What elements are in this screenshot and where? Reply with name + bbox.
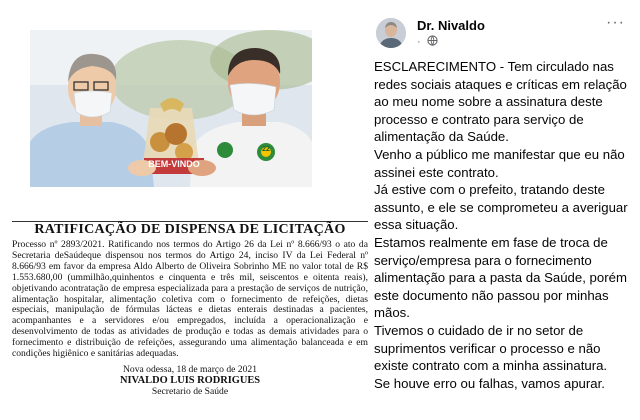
author-avatar[interactable] xyxy=(376,18,406,48)
globe-icon xyxy=(427,35,438,46)
post-paragraph: Estamos realmente em fase de troca de serviço/empresa para o fornecimento alimentação para a pasta da Saúde, porém este documento não passou por minhas mãos. xyxy=(374,234,627,321)
shirt-badge-number: 22 xyxy=(262,146,270,153)
post-paragraph: ESCLARECIMENTO - Tem circulado nas redes sociais ataques e críticas em relação ao meu nome sobre a assinatura deste processo e contrato para serviço de alimentação da Saúde. xyxy=(374,59,627,145)
official-document xyxy=(12,205,372,415)
post-text xyxy=(374,58,636,392)
post-paragraph: Já estive com o prefeito, tratando deste assunto, e ele se comprometeu a averiguar essa situação. xyxy=(374,182,628,233)
facebook-post xyxy=(366,0,640,420)
document-body: Processo nº 2893/2021. Ratificando nos termos do Artigo 26 da Lei nº 8.666/93 o ato da Secretaria deSaúdeque dispensou nos termos do Artigo 24, inciso IV da Lei Federal nº 8.666/93 em favor da empresa Aldo Alberto de Oliveira Sobrinho ME no valor total de R$ 1.553.680,00 (ummilhão,quinhentos e cinquenta e três mil, seiscentos e oitenta reais), objetivando acontratação de empresa especializada para a prestação de serviços de nutrição, alimentação hospitalar, alimentação coletiva com o fornecimento de refeições, dietas especiais, manipulação de fórmulas lácteas e dietas enterais destinadas a pacientes, acompanhantes e a servidores e/ou empregados, incluída a operacionalização e desenvolvimento de todas as atividades de produção e todas as demais atividades para o fornecimento e distribuição de refeições, assegurando uma alimentação balanceada e em condições higiênico e sanitárias adequadas. xyxy=(12,239,368,360)
gift-label: BEM-VINDO xyxy=(148,159,200,169)
post-meta xyxy=(417,35,438,48)
post-paragraph: Venho a público me manifestar que eu não assinei este contrato. xyxy=(374,146,625,180)
document-date: Nova odessa, 18 de março de 2021 xyxy=(122,364,257,375)
news-photo xyxy=(30,30,312,187)
document-signer-role: Secretario de Saúde xyxy=(151,386,229,397)
post-paragraph: Tivemos o cuidado de ir no setor de suprimentos verificar o processo e não existe contrato com a minha assinatura. xyxy=(374,322,608,374)
post-paragraph: Se houve erro ou falhas, vamos apurar. xyxy=(374,375,605,391)
avatar-photo xyxy=(376,18,406,48)
author-name[interactable]: Dr. Nivaldo xyxy=(417,18,485,33)
document-title: RATIFICAÇÃO DE DISPENSA DE LICITAÇÃO xyxy=(34,222,346,237)
document-signer: NIVALDO LUIS RODRIGUES xyxy=(119,375,261,386)
meta-separator: · xyxy=(417,36,421,48)
more-options-button[interactable]: ··· xyxy=(606,14,625,31)
